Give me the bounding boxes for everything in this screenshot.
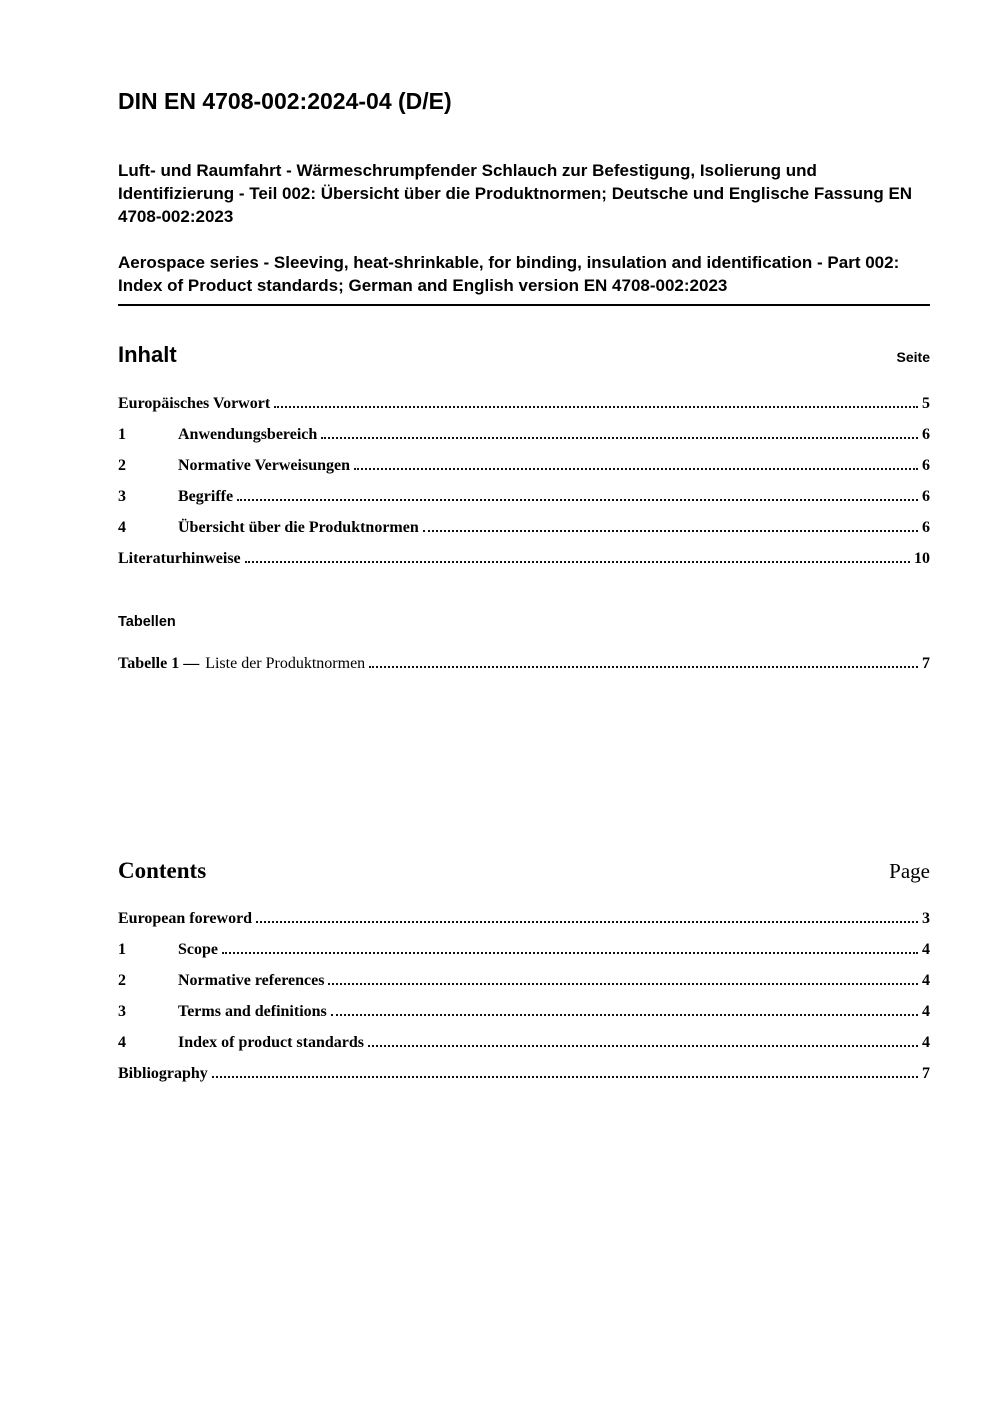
toc-entry-index-of-product-standards [118,1034,930,1052]
toc-english-heading: Contents [118,858,207,884]
toc-entry-page: 6 [922,426,930,444]
toc-german-page-label: Seite [896,349,930,366]
toc-entry-title: Normative references [178,972,325,990]
toc-entry-normative-verweisungen [118,457,930,475]
dot-leader [328,983,918,985]
toc-entry-number: 2 [118,457,126,475]
toc-entry-page: 4 [922,1034,930,1052]
toc-entry-number: 1 [118,426,126,444]
toc-english-list [118,910,930,1083]
toc-entry-page: 6 [922,519,930,537]
toc-entry-title: Europäisches Vorwort [118,395,271,413]
toc-entry-number: 3 [118,488,126,506]
table-entry-page: 7 [922,655,930,673]
toc-entry-page: 3 [922,910,930,928]
table-entry-tabelle-1 [118,655,930,673]
dot-leader [274,406,918,408]
toc-entry-normative-references [118,972,930,990]
toc-entry-number: 2 [118,972,126,990]
dot-leader [222,952,918,954]
toc-entry-title: Bibliography [118,1065,208,1083]
toc-entry-page: 6 [922,488,930,506]
tables-heading: Tabellen [118,614,176,631]
toc-entry-title: Terms and definitions [178,1003,327,1021]
title-separator-rule [118,304,930,306]
dot-leader [237,499,918,501]
toc-entry-title: Begriffe [178,488,234,506]
document-title-german: Luft- und Raumfahrt - Wärmeschrumpfender Schlauch zur Befestigung, Isolierung und Identifizierung - Teil 002: Übersicht über die Produktnormen; Deutsche und Englische Fassung EN 4708-002:2023 [118,161,913,227]
dot-leader [256,921,918,923]
dot-leader [212,1076,918,1078]
toc-entry-begriffe [118,488,930,506]
toc-entry-title: Normative Verweisungen [178,457,350,475]
toc-entry-page: 7 [922,1065,930,1083]
toc-entry-page: 4 [922,972,930,990]
dot-leader [369,666,918,668]
toc-entry-european-foreword [118,910,930,928]
toc-english-header [118,858,930,884]
dot-leader [245,561,910,563]
dot-leader [423,530,918,532]
dot-leader [368,1045,918,1047]
toc-entry-uebersicht-produktnormen [118,519,930,537]
toc-entry-title: Übersicht über die Produktnormen [178,519,419,537]
toc-entry-page: 10 [914,550,930,568]
dot-leader [354,468,918,470]
toc-entry-title: European foreword [118,910,253,928]
toc-entry-number: 1 [118,941,126,959]
toc-entry-title: Anwendungsbereich [178,426,318,444]
toc-entry-title: Scope [178,941,218,959]
table-entry-title: Liste der Produktnormen [205,655,366,673]
toc-entry-number: 4 [118,1034,126,1052]
section-spacer [118,686,930,858]
toc-entry-title: Index of product standards [178,1034,364,1052]
toc-german-list [118,395,930,568]
dot-leader [321,437,918,439]
toc-german-header [118,342,930,368]
toc-entry-page: 4 [922,1003,930,1021]
dot-leader [331,1014,918,1016]
toc-entry-page: 5 [922,395,930,413]
toc-entry-page: 4 [922,941,930,959]
toc-entry-europaeisches-vorwort [118,395,930,413]
toc-entry-scope [118,941,930,959]
document-title-english: Aerospace series - Sleeving, heat-shrinkable, for binding, insulation and identification - Part 002: Index of Product standards; German and English version EN 4708-002:2023 [118,253,900,296]
toc-german-heading: Inhalt [118,342,177,368]
toc-entry-page: 6 [922,457,930,475]
toc-entry-bibliography [118,1065,930,1083]
toc-entry-number: 3 [118,1003,126,1021]
toc-entry-anwendungsbereich [118,426,930,444]
toc-english-page-label: Page [889,859,930,884]
standard-number: DIN EN 4708-002:2024-04 (D/E) [118,88,452,114]
page-content [118,88,930,1096]
toc-entry-literaturhinweise [118,550,930,568]
toc-entry-terms-and-definitions [118,1003,930,1021]
toc-entry-title: Literaturhinweise [118,550,241,568]
table-entry-label: Tabelle 1 — [118,655,200,673]
toc-entry-number: 4 [118,519,126,537]
